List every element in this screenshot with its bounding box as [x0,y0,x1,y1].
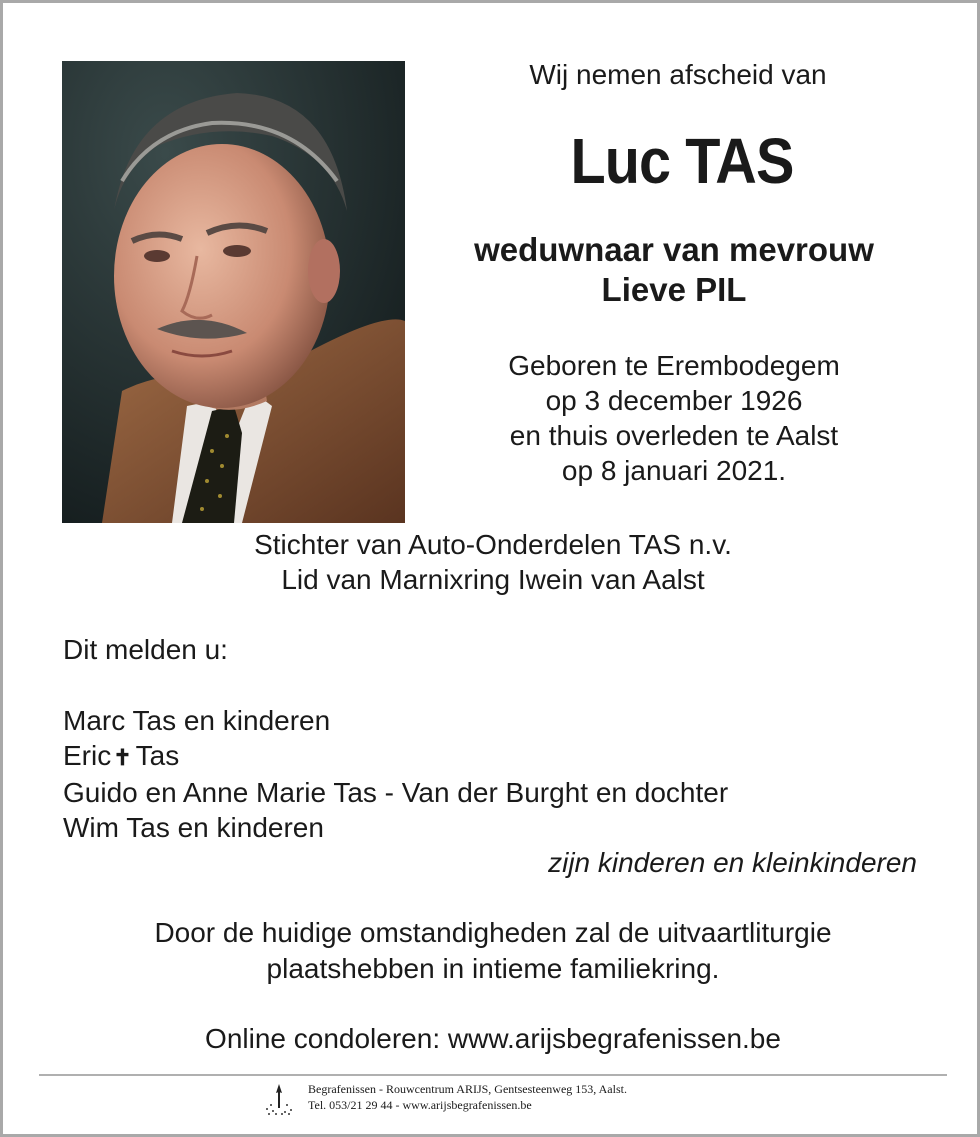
spouse-name: Lieve PIL [601,271,747,308]
footer-contact: Tel. 053/21 29 44 - www.arijsbegrafenissen.be [308,1098,532,1112]
family-member [63,703,728,738]
portrait-photo [62,61,405,523]
death-date: op 8 januari 2021. [561,455,787,486]
family-list [63,703,728,845]
birth-place: Geboren te Erembodegem [508,350,840,381]
spouse-block [443,230,905,310]
role-member: Lid van Marnixring Iwein van Aalst [281,564,705,595]
ceremony-notice [93,915,893,987]
footer-address: Begrafenissen - Rouwcentrum ARIJS, Gentsesteenweg 153, Aalst. [308,1082,627,1096]
birth-death-block [443,348,905,488]
birth-date: op 3 december 1926 [545,385,803,416]
family-member-text: Guido en Anne Marie Tas - Van der Burght en dochter [63,777,729,808]
roles-block [163,527,823,597]
family-member-text: Marc Tas en kinderen [63,705,331,736]
intro-text: Wij nemen afscheid van [529,59,827,90]
portrait-illustration [62,61,405,523]
family-member-text: Wim Tas en kinderen [63,812,324,843]
ceremony-line: plaatshebben in intieme familiekring. [266,953,720,984]
family-member-text: Eric [63,740,112,771]
death-place: en thuis overleden te Aalst [509,420,839,451]
role-founder: Stichter van Auto-Onderdelen TAS n.v. [254,529,732,560]
announce-text: Dit melden u: [63,634,228,665]
cross-icon: ✝ [113,745,132,770]
relation-text: zijn kinderen en kleinkinderen [548,847,917,878]
deceased-name: Luc TAS [570,125,794,197]
family-member [63,775,728,810]
family-member [63,810,728,845]
ceremony-line: Door de huidige omstandigheden zal de uitvaartliturgie [154,917,832,948]
family-member [63,738,728,775]
divider [39,1074,947,1076]
footer [261,1079,721,1119]
footer-text [308,1081,627,1113]
funeral-home-logo-icon [261,1081,297,1117]
family-member-text: Tas [135,740,180,771]
spouse-line: weduwnaar van mevrouw [474,231,874,268]
condolences-link[interactable]: Online condoleren: www.arijsbegrafenissen.be [205,1023,781,1054]
